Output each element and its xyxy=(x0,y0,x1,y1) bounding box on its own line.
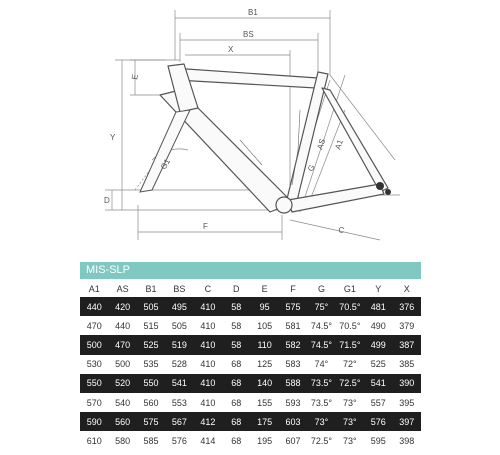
table-cell: 560 xyxy=(108,412,136,431)
table-cell: 440 xyxy=(115,320,131,331)
column-header: X xyxy=(403,284,410,294)
table-cell: 420 xyxy=(108,297,136,316)
dim-label-x: X xyxy=(228,45,234,54)
table-cell: 58 xyxy=(222,297,250,316)
table-cell: 70.5° xyxy=(336,297,364,316)
table-cell: 580 xyxy=(115,435,131,446)
table-cell: 575 xyxy=(137,412,165,431)
dim-label-a1: A1 xyxy=(333,138,345,151)
table-cell: 71.5° xyxy=(336,335,364,354)
table-cell: 500 xyxy=(115,359,131,370)
table-cell: 68 xyxy=(231,435,242,446)
table-cell: 528 xyxy=(171,359,187,370)
table-cell: 567 xyxy=(165,412,193,431)
column-header: A1 xyxy=(88,284,100,294)
table-cell: 490 xyxy=(370,320,386,331)
table-cell: 397 xyxy=(392,412,421,431)
column-header: AS xyxy=(116,284,129,294)
table-cell: 110 xyxy=(250,335,278,354)
dim-label-g: G xyxy=(305,163,317,173)
dim-label-b1: B1 xyxy=(248,8,258,17)
table-cell: 73.5° xyxy=(310,397,333,408)
table-cell: 140 xyxy=(250,374,278,393)
table-cell: 581 xyxy=(285,320,301,331)
dim-label-c: C xyxy=(337,225,346,236)
column-header: Y xyxy=(375,284,382,294)
column-header: D xyxy=(232,284,240,294)
table-cell: 603 xyxy=(279,412,307,431)
table-cell: 73.5° xyxy=(307,374,335,393)
table-row xyxy=(80,316,421,335)
table-cell: 470 xyxy=(108,335,136,354)
column-header: G1 xyxy=(343,284,356,294)
table-cell: 585 xyxy=(143,435,159,446)
geometry-table xyxy=(80,281,421,451)
table-cell: 595 xyxy=(370,435,386,446)
table-cell: 515 xyxy=(143,320,159,331)
table-cell: 68 xyxy=(231,359,242,370)
table-row xyxy=(80,412,421,431)
table-cell: 74.5° xyxy=(310,320,333,331)
table-cell: 499 xyxy=(364,335,392,354)
table-cell: 73° xyxy=(343,435,357,446)
table-row xyxy=(80,431,421,450)
table-cell: 72.5° xyxy=(336,374,364,393)
dim-label-e: E xyxy=(130,73,140,81)
table-row xyxy=(80,374,421,393)
table-cell: 105 xyxy=(257,320,273,331)
column-header: B1 xyxy=(145,284,157,294)
model-title-bar: MIS-SLP xyxy=(80,262,421,279)
table-row xyxy=(80,297,421,316)
table-cell: 610 xyxy=(86,435,102,446)
table-cell: 541 xyxy=(165,374,193,393)
table-cell: 550 xyxy=(80,374,108,393)
column-header: E xyxy=(261,284,268,294)
dim-label-as: AS xyxy=(315,137,328,151)
table-cell: 379 xyxy=(399,320,415,331)
table-cell: 95 xyxy=(250,297,278,316)
table-cell: 470 xyxy=(86,320,102,331)
table-cell: 500 xyxy=(80,335,108,354)
table-cell: 410 xyxy=(194,335,222,354)
table-cell: 570 xyxy=(86,397,102,408)
table-cell: 583 xyxy=(285,359,301,370)
table-cell: 495 xyxy=(165,297,193,316)
table-cell: 525 xyxy=(370,359,386,370)
table-cell: 593 xyxy=(285,397,301,408)
table-cell: 525 xyxy=(137,335,165,354)
table-cell: 590 xyxy=(80,412,108,431)
table-cell: 387 xyxy=(392,335,421,354)
table-header-row xyxy=(80,281,421,297)
table-cell: 410 xyxy=(200,359,216,370)
dim-label-g1: G1 xyxy=(158,157,173,171)
column-header: F xyxy=(290,284,296,294)
table-body xyxy=(80,297,421,451)
table-cell: 481 xyxy=(364,297,392,316)
table-cell: 75° xyxy=(307,297,335,316)
table-cell: 73° xyxy=(307,412,335,431)
table-cell: 175 xyxy=(250,412,278,431)
table-cell: 398 xyxy=(399,435,415,446)
table-cell: 520 xyxy=(108,374,136,393)
dim-label-y: Y xyxy=(110,133,116,142)
table-cell: 575 xyxy=(279,297,307,316)
table-cell: 607 xyxy=(285,435,301,446)
table-cell: 70.5° xyxy=(339,320,361,331)
table-cell: 74.5° xyxy=(307,335,335,354)
table-cell: 125 xyxy=(257,359,273,370)
table-cell: 505 xyxy=(171,320,187,331)
table-cell: 414 xyxy=(200,435,216,446)
table-cell: 410 xyxy=(200,320,216,331)
table-cell: 68 xyxy=(222,374,250,393)
table-cell: 553 xyxy=(171,397,187,408)
table-cell: 72.5° xyxy=(310,435,333,446)
table-cell: 550 xyxy=(137,374,165,393)
dim-label-d: D xyxy=(104,196,110,205)
table-cell: 576 xyxy=(364,412,392,431)
column-header: G xyxy=(317,284,325,294)
table-cell: 72° xyxy=(343,359,357,370)
table-cell: 560 xyxy=(143,397,159,408)
dim-label-f: F xyxy=(203,222,208,231)
table-cell: 582 xyxy=(279,335,307,354)
table-cell: 58 xyxy=(222,335,250,354)
table-cell: 73° xyxy=(336,412,364,431)
table-row xyxy=(80,335,421,354)
table-cell: 395 xyxy=(399,397,415,408)
table-cell: 195 xyxy=(257,435,273,446)
table-cell: 385 xyxy=(399,359,415,370)
table-cell: 74° xyxy=(314,359,329,370)
table-cell: 535 xyxy=(143,359,159,370)
table-cell: 410 xyxy=(194,374,222,393)
table-cell: 410 xyxy=(200,397,216,408)
table-cell: 68 xyxy=(222,412,250,431)
table-row xyxy=(80,393,421,412)
table-cell: 557 xyxy=(370,397,386,408)
table-cell: 58 xyxy=(231,320,242,331)
table-cell: 540 xyxy=(115,397,131,408)
table-cell: 588 xyxy=(279,374,307,393)
table-cell: 390 xyxy=(392,374,421,393)
table-cell: 505 xyxy=(137,297,165,316)
table-cell: 541 xyxy=(364,374,392,393)
table-cell: 576 xyxy=(171,435,187,446)
table-row xyxy=(80,355,421,374)
table-cell: 68 xyxy=(231,397,242,408)
table-cell: 73° xyxy=(343,397,357,408)
column-header: C xyxy=(204,284,212,294)
table-cell: 376 xyxy=(392,297,421,316)
column-header: BS xyxy=(173,284,186,294)
table-cell: 519 xyxy=(165,335,193,354)
table-cell: 440 xyxy=(80,297,108,316)
table-cell: 155 xyxy=(257,397,273,408)
table-cell: 412 xyxy=(194,412,222,431)
dim-label-bs: BS xyxy=(243,30,254,39)
table-cell: 530 xyxy=(86,359,102,370)
table-cell: 410 xyxy=(194,297,222,316)
